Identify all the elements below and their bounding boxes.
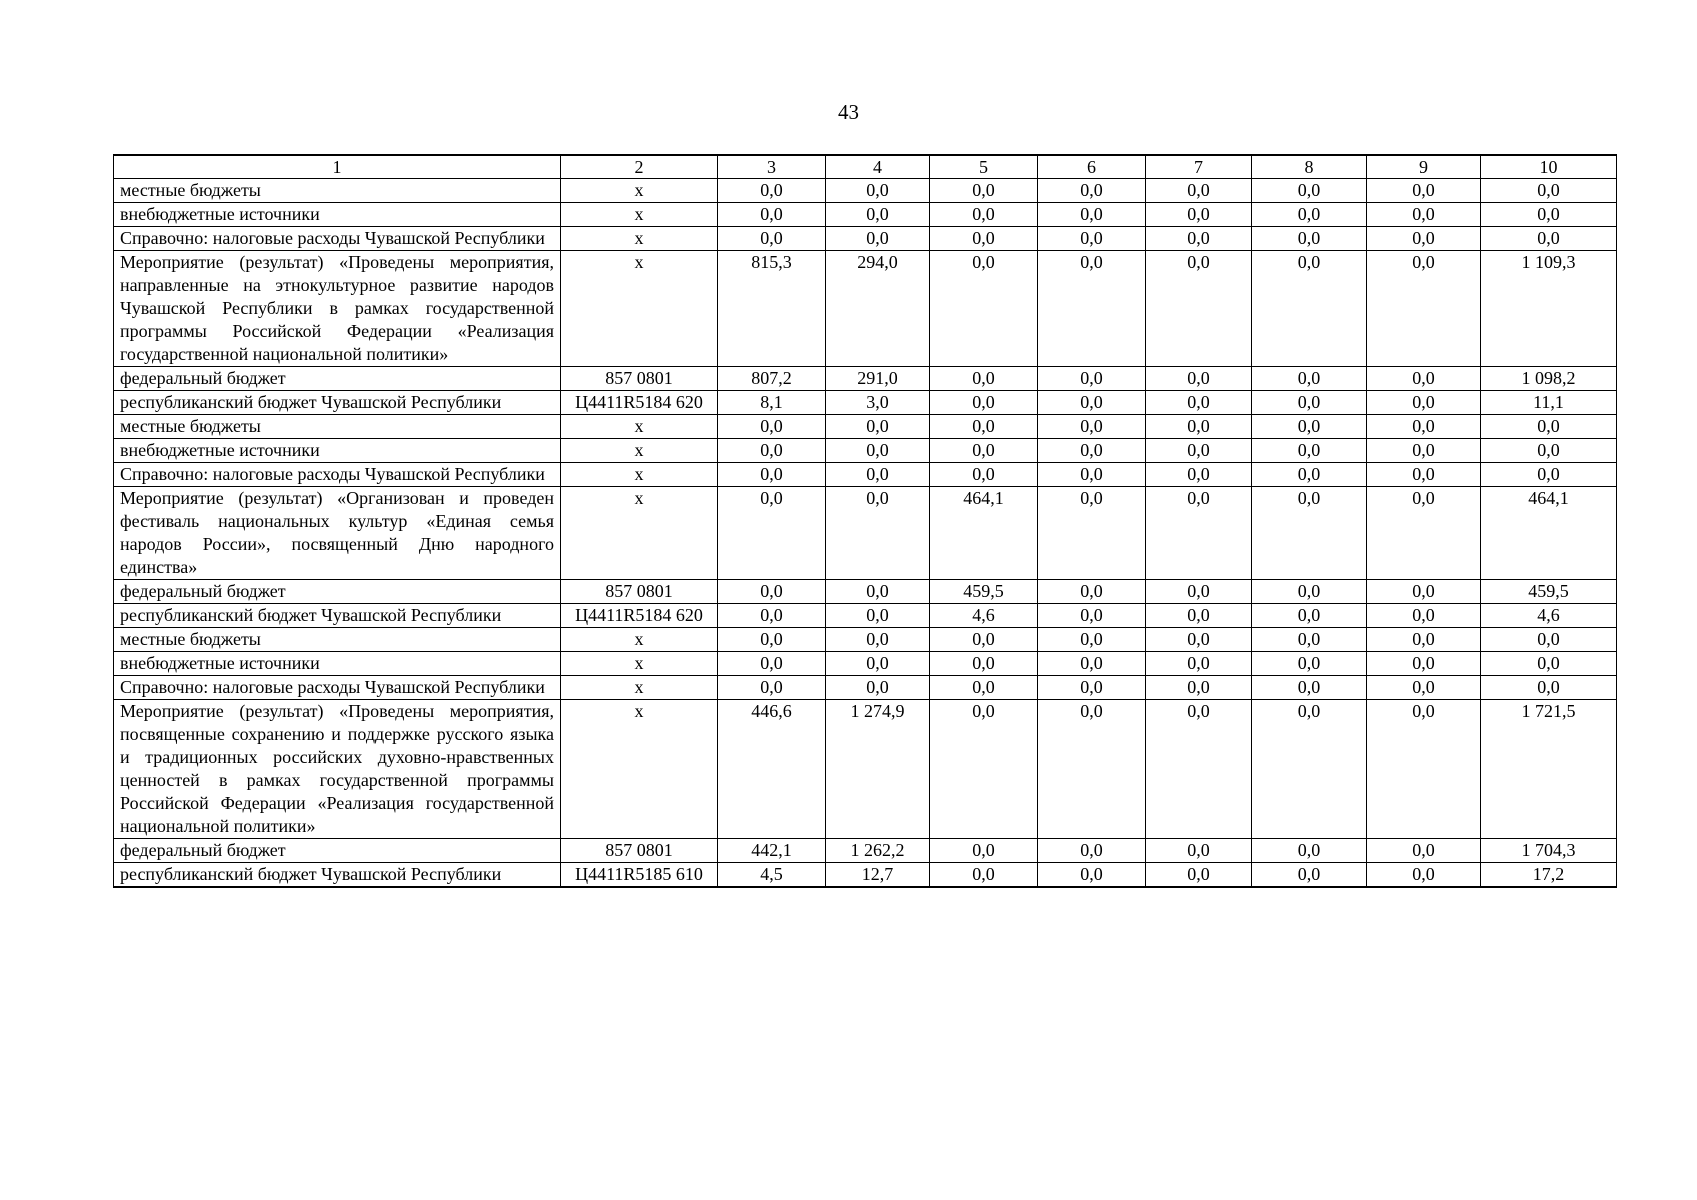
- row-description: внебюджетные источники: [114, 203, 561, 227]
- row-description: федеральный бюджет: [114, 580, 561, 604]
- value-cell: 11,1: [1481, 391, 1617, 415]
- value-cell: 0,0: [930, 227, 1038, 251]
- value-cell: 0,0: [718, 652, 826, 676]
- column-header: 7: [1146, 155, 1252, 179]
- value-cell: 0,0: [826, 203, 930, 227]
- value-cell: 464,1: [930, 487, 1038, 580]
- value-cell: 0,0: [1038, 367, 1146, 391]
- value-cell: 0,0: [930, 251, 1038, 367]
- value-cell: 0,0: [1146, 580, 1252, 604]
- column-header: 2: [561, 155, 718, 179]
- value-cell: 0,0: [1252, 391, 1367, 415]
- value-cell: 0,0: [1252, 700, 1367, 839]
- column-header: 5: [930, 155, 1038, 179]
- value-cell: 459,5: [1481, 580, 1617, 604]
- table-row: [114, 487, 1617, 580]
- value-cell: 0,0: [718, 676, 826, 700]
- value-cell: 0,0: [1146, 487, 1252, 580]
- column-header: 8: [1252, 155, 1367, 179]
- row-description: федеральный бюджет: [114, 839, 561, 863]
- value-cell: 0,0: [718, 604, 826, 628]
- value-cell: 0,0: [1038, 676, 1146, 700]
- column-header: 10: [1481, 155, 1617, 179]
- row-description: республиканский бюджет Чувашской Республики: [114, 863, 561, 888]
- column-header: 6: [1038, 155, 1146, 179]
- value-cell: 0,0: [930, 839, 1038, 863]
- value-cell: 0,0: [1252, 251, 1367, 367]
- value-cell: 459,5: [930, 580, 1038, 604]
- budget-code: x: [561, 700, 718, 839]
- value-cell: 0,0: [1367, 367, 1481, 391]
- budget-code: x: [561, 463, 718, 487]
- value-cell: 0,0: [826, 463, 930, 487]
- value-cell: 0,0: [930, 628, 1038, 652]
- value-cell: 1 704,3: [1481, 839, 1617, 863]
- budget-code: Ц4411R5185 610: [561, 863, 718, 888]
- value-cell: 0,0: [1367, 391, 1481, 415]
- value-cell: 3,0: [826, 391, 930, 415]
- value-cell: 0,0: [1367, 628, 1481, 652]
- row-description: федеральный бюджет: [114, 367, 561, 391]
- value-cell: 0,0: [826, 580, 930, 604]
- value-cell: 0,0: [1038, 203, 1146, 227]
- value-cell: 0,0: [1146, 203, 1252, 227]
- value-cell: 0,0: [1038, 700, 1146, 839]
- column-header: 3: [718, 155, 826, 179]
- table-body: [114, 179, 1617, 888]
- value-cell: 0,0: [930, 179, 1038, 203]
- value-cell: 0,0: [1481, 203, 1617, 227]
- value-cell: 0,0: [1038, 863, 1146, 888]
- value-cell: 0,0: [930, 439, 1038, 463]
- value-cell: 1 109,3: [1481, 251, 1617, 367]
- table-row: [114, 676, 1617, 700]
- value-cell: 0,0: [1252, 676, 1367, 700]
- row-description: республиканский бюджет Чувашской Республики: [114, 391, 561, 415]
- value-cell: 0,0: [826, 439, 930, 463]
- value-cell: 12,7: [826, 863, 930, 888]
- column-header-row: [114, 155, 1617, 179]
- value-cell: 0,0: [718, 463, 826, 487]
- row-description: Справочно: налоговые расходы Чувашской Республики: [114, 227, 561, 251]
- budget-code: 857 0801: [561, 367, 718, 391]
- value-cell: 0,0: [1367, 487, 1481, 580]
- value-cell: 0,0: [1367, 863, 1481, 888]
- value-cell: 0,0: [1481, 415, 1617, 439]
- value-cell: 0,0: [1146, 676, 1252, 700]
- value-cell: 0,0: [718, 415, 826, 439]
- value-cell: 0,0: [930, 367, 1038, 391]
- value-cell: 0,0: [1367, 580, 1481, 604]
- budget-code: 857 0801: [561, 839, 718, 863]
- value-cell: 807,2: [718, 367, 826, 391]
- value-cell: 0,0: [1252, 863, 1367, 888]
- table-row: [114, 604, 1617, 628]
- row-description: Мероприятие (результат) «Организован и проведен фестиваль национальных культур «Единая семья народов России», посвященный Дню народного единства»: [114, 487, 561, 580]
- value-cell: 0,0: [930, 415, 1038, 439]
- value-cell: 0,0: [1481, 628, 1617, 652]
- column-header: 1: [114, 155, 561, 179]
- table-row: [114, 415, 1617, 439]
- column-header: 9: [1367, 155, 1481, 179]
- row-description: местные бюджеты: [114, 415, 561, 439]
- value-cell: 0,0: [1367, 463, 1481, 487]
- value-cell: 0,0: [1146, 839, 1252, 863]
- value-cell: 0,0: [1252, 439, 1367, 463]
- budget-code: Ц4411R5184 620: [561, 604, 718, 628]
- value-cell: 0,0: [1367, 700, 1481, 839]
- row-description: Мероприятие (результат) «Проведены мероприятия, направленные на этнокультурное развитие народов Чувашской Республики в рамках государственной программы Российской Федерации «Реализация государственной национальной политики»: [114, 251, 561, 367]
- value-cell: 0,0: [1252, 463, 1367, 487]
- value-cell: 0,0: [1146, 439, 1252, 463]
- value-cell: 0,0: [1367, 652, 1481, 676]
- table-row: [114, 652, 1617, 676]
- budget-code: x: [561, 487, 718, 580]
- value-cell: 0,0: [826, 179, 930, 203]
- row-description: местные бюджеты: [114, 179, 561, 203]
- value-cell: 0,0: [1146, 251, 1252, 367]
- value-cell: 0,0: [1367, 839, 1481, 863]
- value-cell: 0,0: [1367, 251, 1481, 367]
- value-cell: 0,0: [1038, 227, 1146, 251]
- value-cell: 0,0: [826, 227, 930, 251]
- value-cell: 1 098,2: [1481, 367, 1617, 391]
- budget-code: x: [561, 179, 718, 203]
- row-description: местные бюджеты: [114, 628, 561, 652]
- value-cell: 0,0: [1367, 179, 1481, 203]
- value-cell: 0,0: [1367, 439, 1481, 463]
- value-cell: 0,0: [1146, 700, 1252, 839]
- budget-code: x: [561, 628, 718, 652]
- budget-code: x: [561, 652, 718, 676]
- budget-code: x: [561, 203, 718, 227]
- value-cell: 0,0: [1252, 179, 1367, 203]
- table-row: [114, 628, 1617, 652]
- value-cell: 0,0: [930, 203, 1038, 227]
- value-cell: 0,0: [1481, 652, 1617, 676]
- value-cell: 0,0: [1252, 415, 1367, 439]
- table-row: [114, 863, 1617, 888]
- value-cell: 0,0: [1252, 604, 1367, 628]
- page-number: 43: [838, 100, 859, 124]
- value-cell: 0,0: [826, 676, 930, 700]
- value-cell: 0,0: [1481, 463, 1617, 487]
- value-cell: 0,0: [1038, 179, 1146, 203]
- value-cell: 0,0: [1146, 179, 1252, 203]
- value-cell: 17,2: [1481, 863, 1617, 888]
- value-cell: 0,0: [1481, 439, 1617, 463]
- value-cell: 0,0: [1252, 227, 1367, 251]
- value-cell: 0,0: [1146, 604, 1252, 628]
- value-cell: 1 274,9: [826, 700, 930, 839]
- value-cell: 0,0: [1146, 415, 1252, 439]
- value-cell: 4,6: [930, 604, 1038, 628]
- value-cell: 0,0: [930, 391, 1038, 415]
- value-cell: 0,0: [1252, 839, 1367, 863]
- table-row: [114, 700, 1617, 839]
- budget-code: x: [561, 415, 718, 439]
- value-cell: 0,0: [1146, 628, 1252, 652]
- budget-code: x: [561, 227, 718, 251]
- row-description: республиканский бюджет Чувашской Республики: [114, 604, 561, 628]
- value-cell: 0,0: [1481, 676, 1617, 700]
- value-cell: 0,0: [1038, 415, 1146, 439]
- value-cell: 0,0: [826, 415, 930, 439]
- value-cell: 1 262,2: [826, 839, 930, 863]
- table-row: [114, 227, 1617, 251]
- budget-code: 857 0801: [561, 580, 718, 604]
- value-cell: 0,0: [1252, 652, 1367, 676]
- value-cell: 0,0: [1146, 391, 1252, 415]
- value-cell: 0,0: [1146, 863, 1252, 888]
- value-cell: 0,0: [1252, 628, 1367, 652]
- value-cell: 0,0: [930, 463, 1038, 487]
- value-cell: 0,0: [1146, 227, 1252, 251]
- table-row: [114, 463, 1617, 487]
- value-cell: 0,0: [1146, 463, 1252, 487]
- table-row: [114, 367, 1617, 391]
- value-cell: 8,1: [718, 391, 826, 415]
- row-description: Справочно: налоговые расходы Чувашской Республики: [114, 463, 561, 487]
- budget-table: [113, 154, 1617, 888]
- table-row: [114, 251, 1617, 367]
- value-cell: 4,6: [1481, 604, 1617, 628]
- value-cell: 0,0: [930, 652, 1038, 676]
- value-cell: 0,0: [1252, 580, 1367, 604]
- value-cell: 294,0: [826, 251, 930, 367]
- value-cell: 0,0: [930, 676, 1038, 700]
- value-cell: 0,0: [1038, 839, 1146, 863]
- value-cell: 0,0: [1146, 367, 1252, 391]
- row-description: Справочно: налоговые расходы Чувашской Республики: [114, 676, 561, 700]
- value-cell: 0,0: [930, 863, 1038, 888]
- value-cell: 464,1: [1481, 487, 1617, 580]
- table-row: [114, 179, 1617, 203]
- row-description: Мероприятие (результат) «Проведены мероприятия, посвященные сохранению и поддержке русского языка и традиционных российских духовно-нравственных ценностей в рамках государственной программы Российской Федерации «Реализация государственной национальной политики»: [114, 700, 561, 839]
- value-cell: 0,0: [826, 628, 930, 652]
- value-cell: 1 721,5: [1481, 700, 1617, 839]
- value-cell: 0,0: [1146, 652, 1252, 676]
- value-cell: 0,0: [1367, 203, 1481, 227]
- value-cell: 0,0: [718, 179, 826, 203]
- value-cell: 0,0: [1038, 251, 1146, 367]
- value-cell: 0,0: [1252, 203, 1367, 227]
- budget-code: x: [561, 439, 718, 463]
- value-cell: 0,0: [1481, 179, 1617, 203]
- row-description: внебюджетные источники: [114, 652, 561, 676]
- budget-code: x: [561, 676, 718, 700]
- column-header: 4: [826, 155, 930, 179]
- table-row: [114, 439, 1617, 463]
- value-cell: 0,0: [1038, 652, 1146, 676]
- value-cell: 0,0: [826, 604, 930, 628]
- value-cell: 0,0: [1038, 628, 1146, 652]
- value-cell: 0,0: [1038, 463, 1146, 487]
- table-row: [114, 580, 1617, 604]
- value-cell: 0,0: [1252, 367, 1367, 391]
- value-cell: 0,0: [718, 580, 826, 604]
- table-row: [114, 391, 1617, 415]
- value-cell: 0,0: [1038, 391, 1146, 415]
- value-cell: 0,0: [718, 628, 826, 652]
- value-cell: 0,0: [1367, 227, 1481, 251]
- value-cell: 0,0: [1367, 604, 1481, 628]
- value-cell: 815,3: [718, 251, 826, 367]
- value-cell: 0,0: [718, 439, 826, 463]
- value-cell: 0,0: [1038, 439, 1146, 463]
- table-row: [114, 839, 1617, 863]
- value-cell: 446,6: [718, 700, 826, 839]
- value-cell: 4,5: [718, 863, 826, 888]
- row-description: внебюджетные источники: [114, 439, 561, 463]
- value-cell: 0,0: [930, 700, 1038, 839]
- value-cell: 0,0: [1038, 487, 1146, 580]
- value-cell: 0,0: [826, 487, 930, 580]
- budget-code: x: [561, 251, 718, 367]
- value-cell: 0,0: [1038, 604, 1146, 628]
- budget-code: Ц4411R5184 620: [561, 391, 718, 415]
- value-cell: 0,0: [718, 487, 826, 580]
- value-cell: 0,0: [718, 203, 826, 227]
- value-cell: 0,0: [1252, 487, 1367, 580]
- value-cell: 0,0: [826, 652, 930, 676]
- value-cell: 0,0: [1038, 580, 1146, 604]
- value-cell: 0,0: [1367, 676, 1481, 700]
- table-row: [114, 203, 1617, 227]
- value-cell: 0,0: [718, 227, 826, 251]
- value-cell: 291,0: [826, 367, 930, 391]
- value-cell: 0,0: [1481, 227, 1617, 251]
- value-cell: 442,1: [718, 839, 826, 863]
- value-cell: 0,0: [1367, 415, 1481, 439]
